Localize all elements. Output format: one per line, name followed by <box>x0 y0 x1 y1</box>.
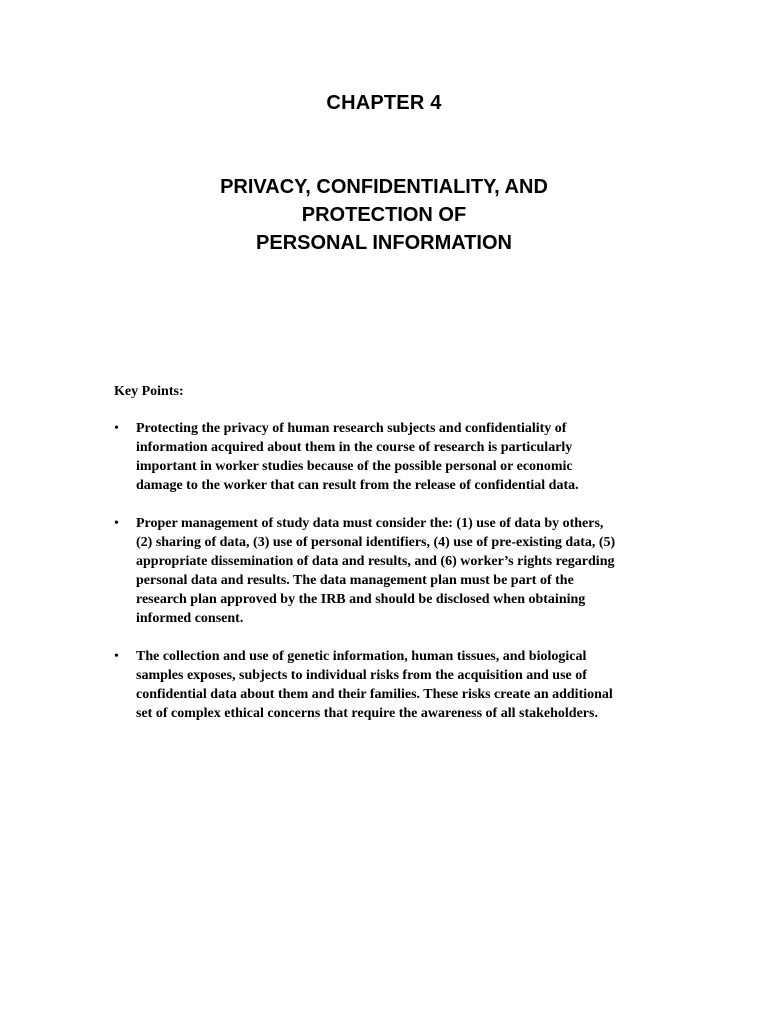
key-points-heading: Key Points: <box>114 384 184 399</box>
text-line: samples exposes, subjects to individual risks from the acquisition and use of <box>136 668 587 683</box>
chapter-title <box>0 173 768 257</box>
text-line: informed consent. <box>136 611 244 626</box>
key-points-list <box>114 419 659 742</box>
list-item <box>114 514 659 628</box>
chapter-heading: CHAPTER 4 <box>326 92 442 114</box>
bullet-text <box>136 647 659 723</box>
list-item <box>114 647 659 723</box>
bullet-icon: • <box>114 649 119 664</box>
bullet-text <box>136 514 659 628</box>
text-line: set of complex ethical concerns that require the awareness of all stakeholders. <box>136 706 598 721</box>
text-line: research plan approved by the IRB and should be disclosed when obtaining <box>136 592 586 607</box>
bullet-text <box>136 419 659 495</box>
text-line: The collection and use of genetic information, human tissues, and biological <box>136 649 587 664</box>
chapter-title-line: PERSONAL INFORMATION <box>256 232 512 254</box>
text-line: important in worker studies because of the possible personal or economic <box>136 459 573 474</box>
text-line: Protecting the privacy of human research subjects and confidentiality of <box>136 421 567 436</box>
text-line: personal data and results. The data management plan must be part of the <box>136 573 574 588</box>
chapter-title-line: PRIVACY, CONFIDENTIALITY, AND <box>220 176 548 198</box>
text-line: (2) sharing of data, (3) use of personal identifiers, (4) use of pre-existing data, (5) <box>136 535 616 550</box>
bullet-icon: • <box>114 421 119 436</box>
text-line: appropriate dissemination of data and results, and (6) worker’s rights regarding <box>136 554 615 569</box>
text-line: confidential data about them and their families. These risks create an additional <box>136 687 613 702</box>
text-line: information acquired about them in the course of research is particularly <box>136 440 573 455</box>
text-line: Proper management of study data must consider the: (1) use of data by others, <box>136 516 604 531</box>
list-item <box>114 419 659 495</box>
chapter-title-line: PROTECTION OF <box>301 204 467 226</box>
text-line: damage to the worker that can result from the release of confidential data. <box>136 478 579 493</box>
bullet-icon: • <box>114 516 119 531</box>
